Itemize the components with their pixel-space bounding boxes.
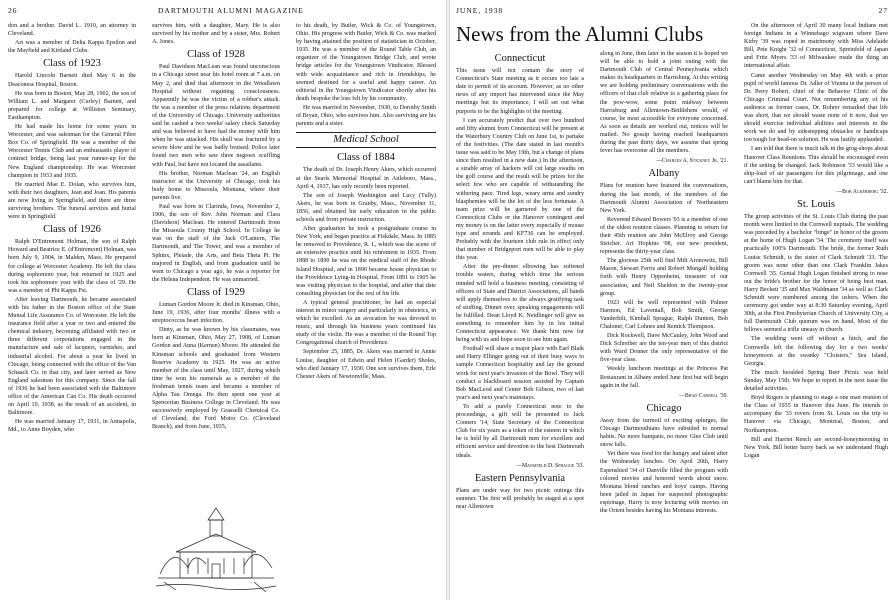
club-news-paragraph: To add a purely Connecticut note to the proceedings, a gift will be presented to Jack Conners '14, State Secretary of the Connecticut Club for six years as a token of the esteem in which he is held by all Dartmouth men for excellent and efficient service and devotion to the best Dartmouth ideals. [456, 403, 584, 459]
issue-date: JUNE, 1938 [456, 6, 504, 15]
article-header [456, 22, 740, 46]
obituary-paragraph: September 25, 1885, Dr. Akers was married to Annie Louise, daughter of Edwin and Helen (Garder) Sholes, who died January 17, 1930. One son survives them, Erle Chester Akers of Newtonville, Mass. [296, 349, 436, 380]
connecticut-heading: Connecticut [494, 53, 546, 64]
club-news-paragraph: along in June, then later in the season it is hoped we will be able to hold a joint outing with the Dartmouth Club of Central Pennsylvania which makes its headquarters in Harrisburg. At this writing we are holding preliminary conversations with the officers of that club relative to a gathering place for the pow-wow, some point midway between Harrisburg and Allentown-Bethlehem would, of course, be most accessible for everyone concerned. As soon as details are worked out, notices will be mailed. No gossip having reached headquarters during the past thirty days, we assume that spring fever has overcome all the members. [600, 51, 728, 155]
obituary-paragraph: Paul was born in Clarinda, Iowa, November 2, 1906, the son of Rev. John Norman and Clara (Davidson) Maclean. He entered Dartmouth from the Missoula County High School. In College he was on the staff of the Jack O'Lantern, The Dartmouth, and The Tower, and was a member of Sphinx, Pleiade, the Arts, and Beta Theta Pi. He majored in English, and from graduation until he went to Chicago a year ago, he was a reporter for the Helena Independent. He was unmarried. [152, 203, 280, 283]
right-column-3 [744, 22, 888, 596]
club-news-paragraph: Yet there was food for the hungry and talent after the Wednesday lunches. On April 20th, Harry Espenshied '34 of Danville filled the program with colored movies and honored words about snow. Montana blond ranches and boys' camps. Having been jailed in Japan for suspected photographic espionage, Harry is now lecturing with movies on the Orient besides having his Montana interests. [600, 451, 728, 514]
right-page-number: 27 [878, 6, 888, 15]
club-news-paragraph: The wedding went off without a hitch, and the Cornwells left the following day for a two weeks' honeymoon at the swanky "Cloisters," Sea Island, Georgia. [744, 336, 888, 367]
eastern-pennsylvania-heading: Eastern Pennsylvania [474, 472, 566, 484]
obituary-paragraph: He married Mae E. Dolan, who survives him, with their two daughters, Jean and Joan. His parents are now living in Springfield, and there are three surviving brothers. The funeral services and burial were in Springfield. [8, 181, 136, 221]
club-news-paragraph: The group activities of the St. Louis Club during the past month were limited to the Cornwell nuptials. The wedding was preceded by a bachelor "binge" in honor of the groom at the home of Hugh Logan '34. The ceremony itself was practically 100% Dartmouth. The bride, the former Ruth Louise Schmidt, is the sister of Clark Schmidt '33. The groom was none other than one Clark Franklin Jakes Cornwell '35. Genial Hugh Logan finished strong to nose out the bride's brother for the honor of being best man. Harry Beckett '35 and Max Waldmann '34 as well as Clark Schmidt were numbered among the ushers. When the ceremony got under way at 8:30 Saturday evening, April 30th, at the First Presbyterian Church of University City, a full Dartmouth Club quorum was on hand. Most of the fellows seemed a trifle uneasy in church. [744, 214, 888, 334]
left-column-1 [8, 22, 136, 596]
obituary-paragraph: He was born in Boston, May 28, 1902, the son of William L. and Margaret (Curley) Barnett, and prepared for college at Williston Seminary, Easthampton. [8, 90, 136, 121]
club-news-paragraph: Boyd Rogers is planning to stage a one man reunion of the Class of 1935 in Hanover this June. He intends to accompany the '33 rovers from St. Louis on the trip to Hanover via Chicago, Montreal, Boston, and Northampton. [744, 395, 888, 434]
intro-paragraph: Art was a member of Delta Kappa Epsilon and the Mayfield and Kirtland Clubs. [8, 40, 136, 55]
club-news-paragraph: Weekly luncheon meetings at the Princess Pat Restaurant in Albany ended June first but will begin again in the fall. [600, 366, 728, 389]
obituary-paragraph: survives him, with a daughter, Mary. He is also survived by his mother and by a sister, Mrs. Robert A. Jones. [152, 23, 280, 46]
club-news-paragraph: Bill and Harriet Rench are second-honeymooning in New York. Bill better hurry back as we understand Hugh Logan [744, 436, 888, 459]
obituary-paragraph: Ralph D'Entremont Holman, the son of Ralph Howard and Beatrice E. (d'Entremont) Holman, was born July 9, 1904, in Malden, Mass. He prepared for college at Worcester Academy. He left the class during sophomore year, but returned in 1925 and took his sophomore year with the class of '29. He was a member of Phi Kappa Psi. [8, 239, 136, 294]
club-news-paragraph: After the pre-dinner elbowing has softened trouble waters, during which time the serious minded will hold a business meeting, consisting of officers of State and District Associations, all hands will apply themselves to the always gratifying task of stuffing. Dinner over, speaking engagements will be fulfilled. Dean Lloyd K. Neidlinger will give us something to remember him by in his initial Connecticut appearance. We thank him now for being with us and hope soon to see him again. [456, 264, 584, 344]
obituary-paragraph: A typical general practitioner, he had an especial interest in minor surgery and particularly in obstetrics, in which he excelled. As an avocation he was devoted to music, and through his business years continued his study of the violin. He was a member of the Round Top Congregational church of Providence. [296, 299, 436, 347]
tree-sketch [160, 557, 206, 574]
obituary-paragraph: Harold Lincoln Barnett died May 6 in the Deaconess Hospital, Boston. [8, 73, 136, 88]
chicago-heading: Chicago [646, 402, 682, 414]
right-column-1 [456, 50, 584, 596]
class-1928-heading: Class of 1928 [187, 49, 245, 61]
obituary-paragraph: He had made his home for some years in Worcester, and was salesman for the General Fibre Box Co. of Springfield. He was a member of the Worcester Tennis Club and an enthusiastic player of contract bridge, being last year runner-up for the New England championship. He was Worcester champion in 1933 and 1935. [8, 124, 136, 179]
signature: —Mansfield D. Sprague '33. [516, 462, 584, 469]
club-news-paragraph: Reverend Edward Bowers '93 is a member of one of the oldest reunion classes. Planning to return for their 45th reunion are John McElroy and George Steicher. Art Hopkins '08, our new president, represents the thirty-year class. [600, 216, 728, 256]
medical-school-section-heading: Medical School [296, 132, 436, 148]
obituary-paragraph: After graduation he took a postgraduate course in New York, and began practice at Fiskdale, Mass. In 1885 he removed to Providence, R. I., which was the scene of an extensive practice until his retirement in 1935. From 1888 to 1890 he was on the medical staff of the Rhode Island Hospital, and in 1890 became house physician to the Providence Lying-in Hospital. From 1891 to 1905 he was visiting physician to the hospital, and after that date consulting physician for the rest of his life. [296, 226, 436, 297]
class-1929-heading: Class of 1929 [187, 286, 245, 298]
obituary-paragraph: He was married January 17, 1931, in Annapolis, Md., to Anne Boyden, who [8, 419, 136, 434]
club-news-paragraph: Plans for reunion have featured the conversations, during the last month, of the members of the Dartmouth Alumni Association of Northeastern New York. [600, 183, 728, 214]
class-1926-heading: Class of 1926 [43, 224, 101, 236]
club-news-paragraph: On the afternoon of April 30 many local Indians met foreign Indians in a Winnebago wigwam where Dave Kirby '39 was roped in matrimony with Miss Adelaide Bill, Pete Knight '32 of Connecticut, Spreinfeld of Japan and Fritz Myers '33 of Milwaukee made the thing an international affair. [744, 23, 888, 70]
class-1923-heading: Class of 1923 [43, 58, 101, 70]
obituary-paragraph: The death of Dr. Joseph Henry Akers, which occurred at the Searls Memorial Hospital in Attleboro, Mass., April 4, 1937, has only recently been reported. [296, 167, 436, 190]
intro-paragraph: don and a brother. David L. 1910, an attorney in Cleveland. [8, 23, 136, 38]
obituary-paragraph: He was married in November, 1930, to Dorothy Smith of Bryan, Ohio, who survives him. Also surviving are his parents and a sister. [296, 104, 436, 128]
albany-heading: Albany [648, 168, 680, 180]
obituary-paragraph: Dinty, as he was known by his classmates, was born at Kinsman, Ohio, May 27, 1908, of Luman Gordon and Anna (Kernen) Moore. He attended the Kinsman schools and graduated from Western Reserve Academy in 1925. He was an active member of the class until May, 1927, during which time he won his numerals as a member of the freshman tennis team and became a member of Alpha Tau Omega. He then spent one year at Spencerian Business College in Cleveland. He was successively employed by Grasselli Chemical Co. of Cleveland, the Ford Motor Co. (Cleveland Branch), and from June, 1935, [152, 327, 280, 431]
signature: —Charles A. Stickney Jr. '21. [656, 158, 728, 165]
signature: —Brad Carnell '30. [679, 392, 728, 399]
st-louis-heading: St. Louis [797, 198, 835, 210]
right-column-2 [600, 50, 728, 596]
left-magazine-title: DARTMOUTH ALUMNI MAGAZINE [158, 6, 304, 15]
obituary-paragraph: The son of Joseph Washington and Lucy (Tully) Akers, he was born in Granby, Mass., November 11, 1856, and obtained his early education in the public schools and from private instruction. [296, 192, 436, 223]
campus-building-illustration [154, 504, 278, 596]
club-news-paragraph: Dick Rockwell, Dave McCauley, John Wood and Dick Schreiber are the ten-year men of this district with Ward Donner the only representative of the five-year class. [600, 333, 728, 364]
right-page [448, 0, 896, 600]
club-news-paragraph: I can accurately predict that over two hundred and fifty alumni from Connecticut will be present at the Waterbury Country Club on June 1st, to partake of the festivities. (The date stated in last month's issue was said to be May 19th, but a change of plans since then resulted in a new date.) In the afternoon, a sizable array of hackers will cut large swaths on the golf course and the result will be prizes for the select few who are capable of withstanding the withering pace. Tired legs, weary arms and sundry blasphemies will be the lot of the less fortunate. A team prize will be garnered by one of the Connecticut Clubs or the Hanover contingent and my money is on the latter every especially if mouse type and errands and KF736 can be employed. Probably with the fourteen club rule in effect only that number of Bridgeport men will be able to play this year. [456, 117, 584, 262]
obituary-paragraph: Luman Gordon Moore Jr. died in Kinsman, Ohio, June 19, 1936, after four months' illness with a streptococcus heart infection. [152, 302, 280, 325]
club-news-paragraph: Plans are under way for two picnic outings this summer. The first will probably be staged at a spot near Allentown [456, 487, 584, 510]
signature: —Bob Ackerberg '32. [836, 188, 888, 195]
club-news-paragraph: Football will share a major place with Earl Blaik and Harry Ellinger going out of their busy ways to sample Connecticut hospitality and lay the ground work for next year's invasion of the Bowl. They will conduct a blackboard session assisted by Captain Bob MacLeod and Center Bob Gibson, two of last year's and next year's mainstays. [456, 346, 584, 401]
left-page-number: 26 [8, 6, 18, 15]
obituary-paragraph: Paul Davidson MacLean was found unconscious in a Chicago street near his hotel room at 7 a.m. on May 2, and died that afternoon in the Woodlawn Hospital without regaining consciousness. Apparently he was the victim of a robber's attack. He was a member of the press relations department of the University of Chicago. University authorities said he cashed a two weeks' salary check Saturday and was believed to have had the money with him when he was attacked. His skull was fractured by a severe blow and he was badly bruised. Police later found two men who saw three negroes scuffling with Paul, but have not located the assailants. [152, 64, 280, 168]
class-1884-heading: Class of 1884 [337, 152, 395, 164]
club-news-paragraph: The much heralded Spring Beer Picnic was held Sunday, May 15th. We hope to report in the next issue the detailed activities. [744, 369, 888, 393]
club-news-paragraph: This issue will not contain the story of Connecticut's State meeting as it occurs too late a date to permit of its account. However, as no other news of any import has intervened since the May meetings but its importance, I will set out what purports to be the highlights of the meeting. [456, 68, 584, 115]
club-news-paragraph: Away from the turmoil of exciting splurges, the Chicago Dartmouthians have subsided to normal habits. No more banquets, no more Glee Club until snow falls. [600, 417, 728, 449]
article-title: News from the Alumni Clubs [456, 22, 704, 46]
club-news-paragraph: 1923 will be well represented with Palmer Harmon, Ed Laventall, Bob Smith, George Vanderbilt, Kimball Sprague, Ralph Dunton, Bob Chaloner, Carl Lohnes and Remick Thompson. [600, 299, 728, 330]
club-news-paragraph: The glorious 25th will find Milt Aronowitz, Bill Mason, Stewart Ferris and Robert Mungall holding forth with Henry Oppenheim, treasurer of our association, and Neil Sheldon in the twenty-year group. [600, 258, 728, 297]
left-column-3 [296, 22, 436, 596]
obituary-paragraph: to his death, by Butler, Wick & Co. of Youngstown, Ohio. His progress with Butler, Wick & Co. was marked by having attained the position of statistician in October, 1935. He was a member of the Round Table Club, an organizer of the Youngstown Bridge Club, and wrote bridge articles for the Youngstown Vindicator. Blessed with wide acquaintance and rich in friendships, he seemed destined for a useful and happy career. An editorial in the Youngstown Vindicator shortly after his death bespoke the loss felt by his community. [296, 23, 436, 102]
club-news-paragraph: I am told that there is much talk in the grog-shops about Hanover Class Reunions. This should be encouraged even if the setting be changed. Jack Robinson '33 would like a ship-load of air passengers for this pilgrimage, and one can't blame him for that. [744, 146, 888, 185]
club-news-paragraph: Came another Wednesday on May 4th with a prize pupil of world famous Dr. Adler of Vienna in the person of Dr. Perry Robert, chief of the Behavior Clinic of the Chicago Criminal Court. Not remembering any of his audience as former cases, Dr. Rohrer remarked that life was short, that we should waste none of it now, that we should exercise individual abilities and interests in the work we do and by sidestepping obstacles or handicaps too tough for head-on solution. He was lustily applauded. [744, 72, 888, 144]
obituary-paragraph: His brother, Norman Maclean '24, an English instructor at the University of Chicago, took his body home to Missoula, Montana, where their parents live. [152, 170, 280, 201]
obituary-paragraph: After leaving Dartmouth, he became associated with his father in the Boston office of the State Mutual Life Assurance Co. of Worcester. He left the insurance field after a year or two and entered the chemical industry, becoming affiliated with two or three different corporations engaged in the manufacture and sale of lacquers, varnishes, and industrial alcohol. For about a year he lived in Chicago, being connected with the office of the Van Schaack Co. in that city, and later served as New England salesman for this company. Since the fall of 1936 he had been associated with the Baltimore office of the American Can Co. His death occurred on April 10, 1938, as the result of an accident, in Baltimore. [8, 296, 136, 417]
